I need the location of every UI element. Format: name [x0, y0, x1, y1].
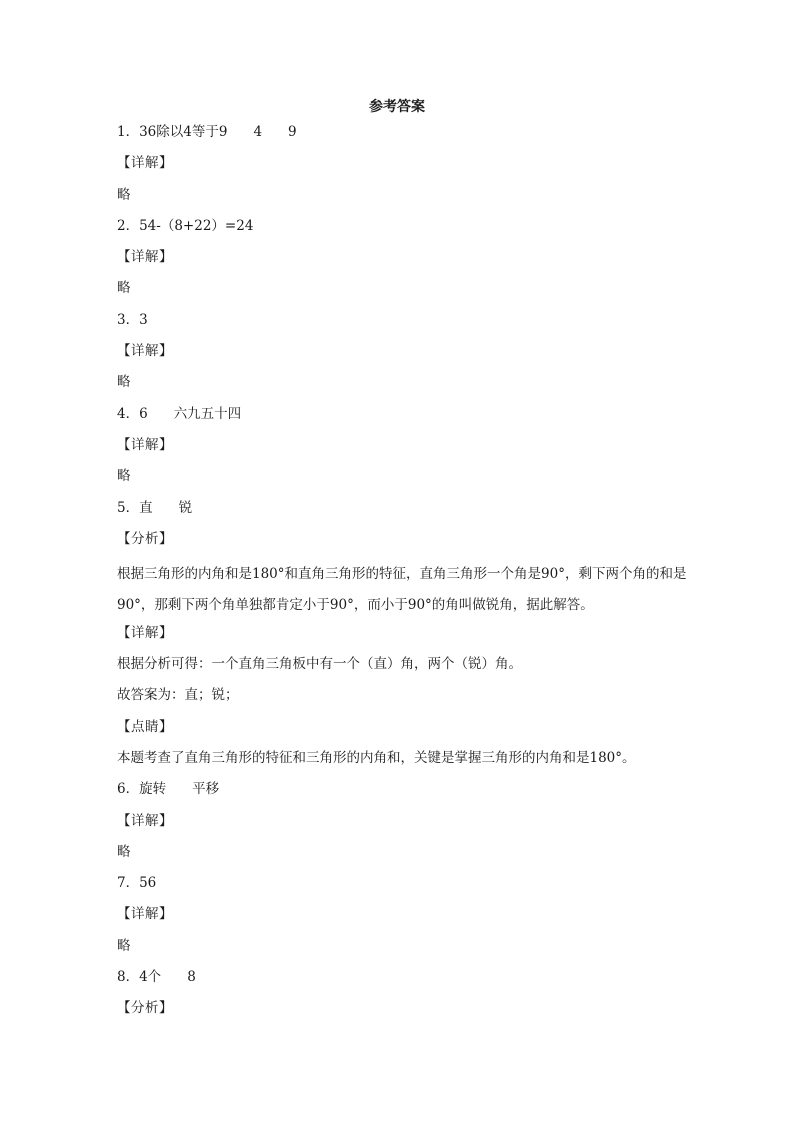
- section-label-detail: 【详解】: [117, 812, 173, 829]
- section-label-detail: 【详解】: [117, 624, 173, 641]
- answer-7: [117, 872, 687, 903]
- section-label-comment: 【点睛】: [117, 718, 173, 735]
- omitted-text: 略: [117, 186, 131, 203]
- section-label-detail: 【详解】: [117, 436, 173, 453]
- answer-2: [117, 215, 687, 246]
- answer-number: 1．: [117, 124, 140, 140]
- answer-number: 5．: [117, 499, 140, 516]
- answer-value: 4: [253, 124, 263, 140]
- answer-value: 3: [139, 311, 148, 328]
- comment-text: 本题考查了直角三角形的特征和三角形的内角和，关键是掌握三角形的内角和是180°。: [117, 749, 636, 766]
- section-label-detail: 【详解】: [117, 249, 173, 266]
- answer-number: 7．: [117, 875, 140, 892]
- answer-value: 36除以4等于9: [139, 124, 228, 140]
- section-label-detail: 【详解】: [117, 906, 173, 923]
- section-label-detail: 【详解】: [117, 343, 173, 360]
- answer-value: 直: [139, 499, 153, 516]
- answer-value: 平移: [192, 781, 220, 798]
- answer-value: 4个: [139, 969, 162, 986]
- omitted-text: 略: [117, 374, 131, 391]
- answer-list: [117, 121, 687, 1029]
- answer-number: 4．: [117, 405, 140, 422]
- answer-number: 8．: [117, 969, 140, 986]
- answer-value: 54-（8+22）=24: [139, 217, 254, 234]
- detail-text: 故答案为：直；锐；: [117, 687, 239, 704]
- omitted-text: 略: [117, 843, 131, 860]
- answer-value: 锐: [178, 499, 193, 516]
- section-label-detail: 【详解】: [117, 155, 173, 172]
- answer-value: 旋转: [139, 781, 167, 798]
- answer-number: 2．: [117, 217, 140, 234]
- answer-3: [117, 309, 687, 340]
- omitted-text: 略: [117, 468, 131, 485]
- answer-value: 六九五十四: [173, 405, 242, 422]
- answer-number: 3．: [117, 311, 140, 328]
- answer-value: 8: [187, 969, 196, 986]
- answer-6: [117, 778, 687, 809]
- answer-8: [117, 966, 687, 997]
- omitted-text: 略: [117, 280, 131, 297]
- analysis-text: 根据三角形的内角和是180°和直角三角形的特征，直角三角形一个角是90°，剩下两个角的和是90°，那剩下两个角单独都肯定小于90°，而小于90°的角叫做锐角，据此解答。: [117, 566, 687, 614]
- answer-1: [117, 121, 687, 152]
- detail-text: 根据分析可得：一个直角三角板中有一个（直）角，两个（锐）角。: [117, 656, 522, 673]
- answer-4: [117, 403, 687, 434]
- answer-number: 6．: [117, 781, 140, 798]
- section-label-analysis: 【分析】: [117, 530, 173, 547]
- answer-value: 6: [139, 405, 148, 422]
- answer-value: 56: [139, 875, 157, 892]
- answer-value: 9: [288, 124, 297, 140]
- answer-5: [117, 497, 687, 528]
- page-title: 参考答案: [369, 99, 425, 115]
- section-label-analysis: 【分析】: [117, 1000, 173, 1017]
- omitted-text: 略: [117, 937, 131, 954]
